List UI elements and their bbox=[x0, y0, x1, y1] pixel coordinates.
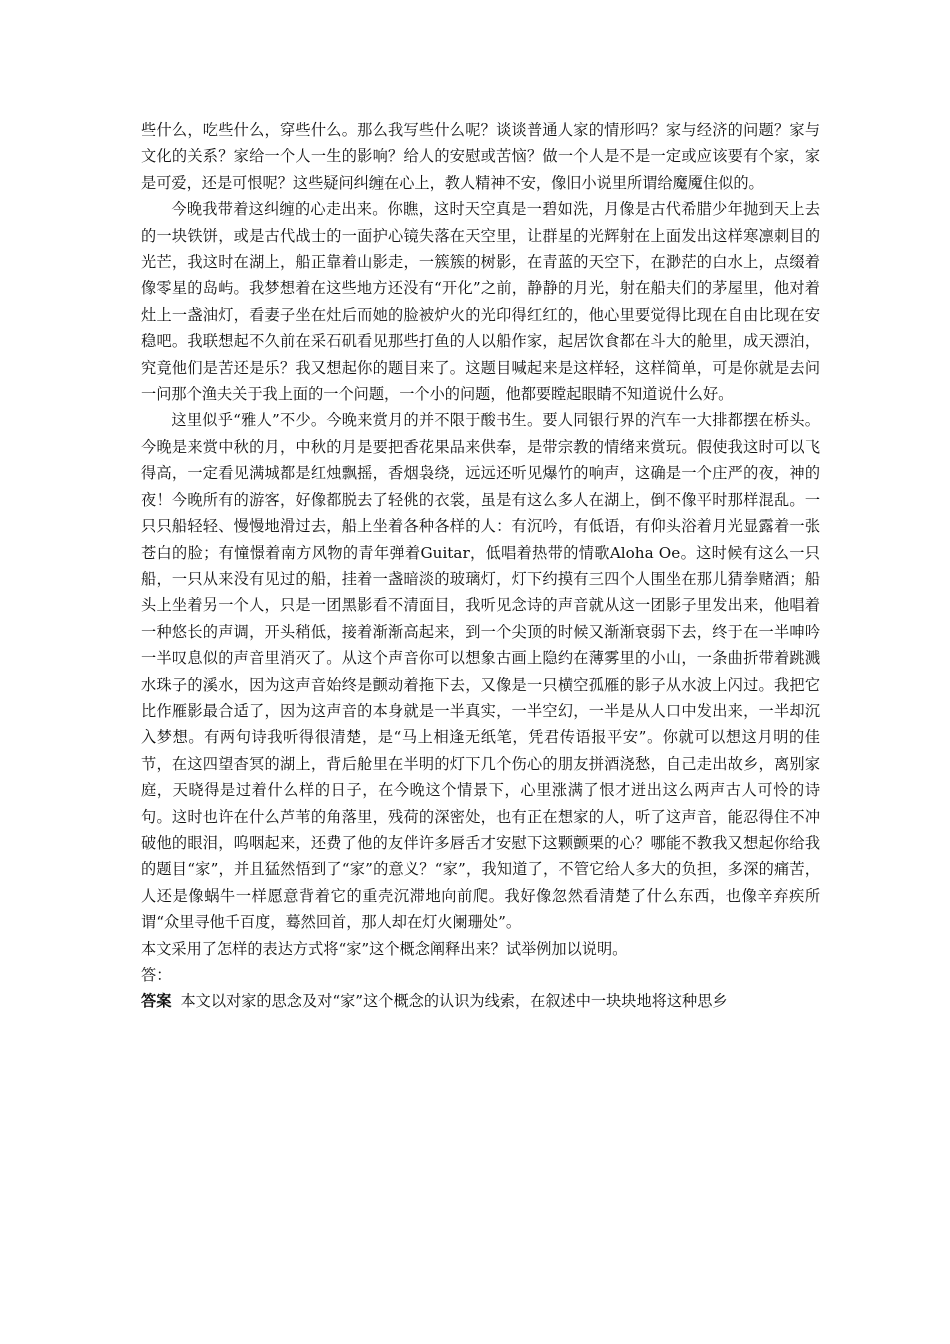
paragraph-1: 些什么，吃些什么，穿些什么。那么我写些什么呢？谈谈普通人家的情形吗？家与经济的问题？家与文化的关系？家给一个人一生的影响？给人的安慰或苦恼？做一个人是不是一定或应该要有个家，家是可爱，还是可恨呢？这些疑问纠缠在心上，教人精神不安，像旧小说里所谓给魔魇住似的。 bbox=[141, 121, 820, 192]
answer-prompt: 答： bbox=[141, 966, 172, 984]
answer-label: 答案 bbox=[141, 992, 172, 1011]
paragraph-2: 今晚我带着这纠缠的心走出来。你瞧，这时天空真是一碧如洗，月像是古代希腊少年抛到天上去的一块铁饼，或是古代战士的一面护心镜失落在天空里，让群星的光辉射在上面发出这样寒凛刺目的光芒，我这时在湖上，船正靠着山影走，一簇簇的树影，在青蓝的天空下，在渺茫的白水上，点缀着像零星的岛屿。我梦想着在这些地方还没有“开化”之前，静静的月光，射在船夫们的茅屋里，他对着灶上一盏油灯，看妻子坐在灶后而她的脸被炉火的光印得红红的，他心里要觉得比现在自由比现在安稳吧。我联想起不久前在采石矶看见那些打鱼的人以船作家，起居饮食都在斗大的舱里，成天漂泊，究竟他们是苦还是乐？我又想起你的题目来了。这题目喊起来是这样轻，这样简单，可是你就是去问一问那个渔夫关于我上面的一个问题，一个小的问题，他都要瞠起眼睛不知道说什么好。 bbox=[141, 200, 820, 404]
answer-text: 本文以对家的思念及对“家”这个概念的认识为线索，在叙述中一块块地将这种思乡 bbox=[180, 992, 728, 1011]
document-page bbox=[141, 117, 820, 1015]
answer-line bbox=[141, 988, 820, 1014]
paragraph-3: 这里似乎“雅人”不少。今晚来赏月的并不限于酸书生。要人同银行界的汽车一大排都摆在桥头。今晚是来赏中秋的月，中秋的月是要把香花果品来供奉，是带宗教的情绪来赏玩。假使我这时可以飞得高，一定看见满城都是红烛飘摇，香烟袅绕，远远还听见爆竹的响声，这确是一个庄严的夜，神的夜！今晚所有的游客，好像都脱去了轻佻的衣裳，虽是有这么多人在湖上，倒不像平时那样混乱。一只只船轻轻、慢慢地滑过去，船上坐着各种各样的人：有沉吟，有低语，有仰头浴着月光显露着一张苍白的脸；有憧憬着南方风物的青年弹着Guitar，低唱着热带的情歌Aloha Oe。这时候有这么一只船，一只从来没有见过的船，挂着一盏暗淡的玻璃灯，灯下约摸有三四个人围坐在那儿猜拳赌酒；船头上坐着另一个人，只是一团黑影看不清面目，我听见念诗的声音就从这一团影子里发出来，他唱着一种悠长的声调，开头稍低，接着渐渐高起来，到一个尖顶的时候又渐渐衰弱下去，终于在一半呻吟一半叹息似的声音里消灭了。从这个声音你可以想象古画上隐约在薄雾里的小山，一条曲折带着跳溅水珠子的溪水，因为这声音始终是颤动着拖下去，又像是一只横空孤雁的影子从水波上闪过。我把它比作雁影最合适了，因为这声音的本身就是一半真实，一半空幻，一半是从人口中发出来，一半却沉入梦想。有两句诗我听得很清楚，是“马上相逢无纸笔，凭君传语报平安”。你就可以想这月明的佳节，在这四望杳冥的湖上，背后舱里在半明的灯下几个伤心的朋友拼酒浇愁，自己走出故乡，离别家庭，天晓得是过着什么样的日子，在今晚这个情景下，心里涨满了恨才迸出这么两声古人可怜的诗句。这时也许在什么芦苇的角落里，残荷的深密处，也有正在想家的人，听了这声音，能忍得住不冲破他的眼泪，呜咽起来，还费了他的友伴许多唇舌才安慰下这颗颤栗的心？哪能不教我又想起你给我的题目“家”，并且猛然悟到了“家”的意义？“家”，我知道了，不管它给人多大的负担，多深的痛苦，人还是像蜗牛一样愿意背着它的重壳沉滞地向前爬。我好像忽然看清楚了什么东西，也像辛弃疾所谓“众里寻他千百度，蓦然回首，那人却在灯火阑珊处”。 bbox=[141, 411, 820, 932]
question-text: 本文采用了怎样的表达方式将“家”这个概念阐释出来？试举例加以说明。 bbox=[141, 939, 628, 958]
